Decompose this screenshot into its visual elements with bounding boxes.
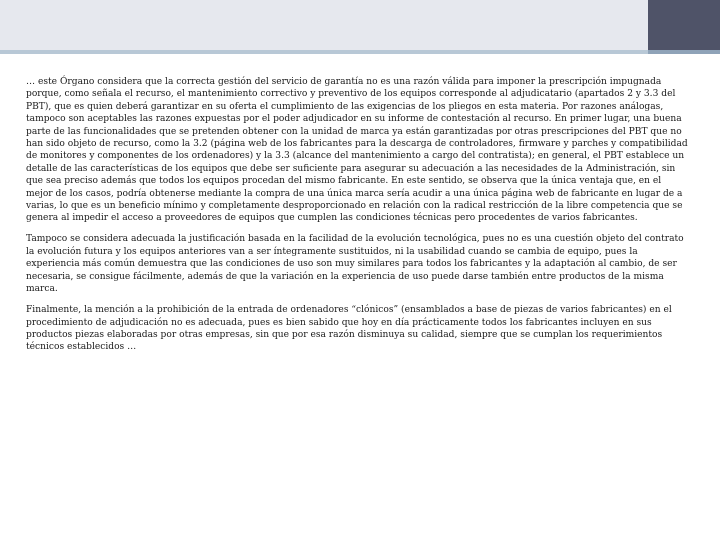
header-band [0, 0, 648, 50]
paragraph-3: Finalmente, la mención a la prohibición de la entrada de ordenadores “clónicos” (ensamblados a base de piezas de varios fabricantes) en el procedimiento de adjudicación no es adecuada, pues es bien sabido que hoy en día prácticamente todos los fabricantes incluyen en sus productos piezas elaboradas por otras empresas, sin que por esa razón disminuya su calidad, siempre que se cumplan los requerimientos técnicos establecidos … [26, 305, 672, 353]
paragraph-2: Tampoco se considera adecuada la justificación basada en la facilidad de la evolución tecnológica, pues no es una cuestión objeto del contrato la evolución futura y los equipos anteriores van a ser íntegramente sustituidos, ni la usabilidad cuando se cambia de equipo, pues la experiencia más común demuestra que las condiciones de uso son muy similares para todos los fabricantes y la adaptación al cambio, de ser necesaria, se consigue fácilmente, además de que la variación en la experiencia de uso puede darse también entre productos de la misma marca. [26, 234, 684, 295]
header-accent-strip [0, 50, 720, 54]
paragraph-1: … este Órgano considera que la correcta gestión del servicio de garantía no es una razón válida para imponer la prescripción impugnada porque, como señala el recurso, el mantenimiento correctivo y preventivo de los equipos corresponde al adjudicatario (apartados 2 y 3.3 del PBT), que es quien deberá garantizar en su oferta el cumplimiento de las exigencias de los pliegos en esta materia. Por razones análogas, tampoco son aceptables las razones expuestas por el poder adjudicador en su informe de contestación al recurso. En primer lugar, una buena parte de las funcionalidades que se pretenden obtener con la unidad de marca ya están garantizadas por otras prescripciones del PBT que no han sido objeto de recurso, como la 3.2 (página web de los fabricantes para la descarga de controladores, firmware y parches y compatibilidad de monitores y componentes de los ordenadores) y la 3.3 (alcance del mantenimiento a cargo del contratista); en general, el PBT establece un detalle de las características de los equipos que debe ser suficiente para asegurar su adecuación a las necesidades de la Administración, sin que sea preciso además que todos los equipos procedan del mismo fabricante. En este sentido, se observa que la única ventaja que, en el mejor de los casos, podría obtenerse mediante la compra de una única marca sería acudir a una única página web de fabricante en lugar de a varias, lo que es un beneficio mínimo y completamente desproporcionado en relación con la radical restricción de la libre competencia que se genera al impedir el acceso a proveedores de equipos que cumplen las condiciones técnicas pero procedentes de varios fabricantes. [26, 77, 688, 224]
header-corner-block [648, 0, 720, 50]
body-text [26, 76, 688, 362]
